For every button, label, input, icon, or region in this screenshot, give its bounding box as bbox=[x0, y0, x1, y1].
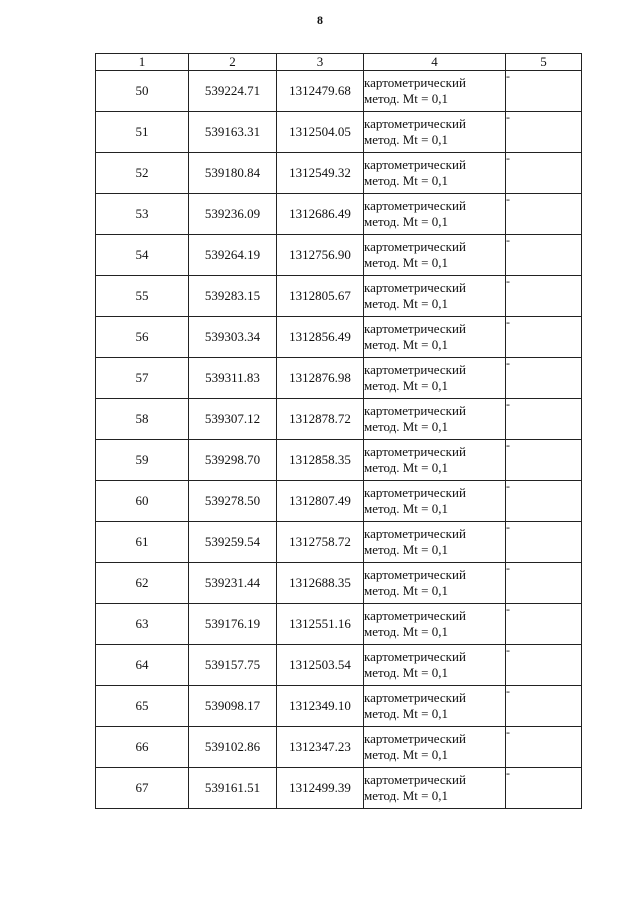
method-line-2: метод. Mt = 0,1 bbox=[364, 583, 448, 598]
point-number-cell: 57 bbox=[96, 358, 189, 399]
method-line-2: метод. Mt = 0,1 bbox=[364, 706, 448, 721]
method-line-1: картометрический bbox=[364, 567, 466, 582]
method-line-2: метод. Mt = 0,1 bbox=[364, 747, 448, 762]
table-row bbox=[96, 399, 582, 440]
column-header: 5 bbox=[506, 54, 582, 71]
y-coordinate-cell: 1312479.68 bbox=[277, 71, 364, 112]
method-line-2: метод. Mt = 0,1 bbox=[364, 214, 448, 229]
x-coordinate-cell: 539283.15 bbox=[189, 276, 277, 317]
method-line-1: картометрический bbox=[364, 75, 466, 90]
note-cell: - bbox=[506, 522, 582, 563]
table-row bbox=[96, 522, 582, 563]
y-coordinate-cell: 1312856.49 bbox=[277, 317, 364, 358]
table-row bbox=[96, 768, 582, 809]
method-cell bbox=[364, 686, 506, 727]
method-line-1: картометрический bbox=[364, 526, 466, 541]
method-line-1: картометрический bbox=[364, 608, 466, 623]
x-coordinate-cell: 539236.09 bbox=[189, 194, 277, 235]
method-line-2: метод. Mt = 0,1 bbox=[364, 378, 448, 393]
note-cell: - bbox=[506, 153, 582, 194]
note-cell: - bbox=[506, 358, 582, 399]
table-row bbox=[96, 645, 582, 686]
x-coordinate-cell: 539307.12 bbox=[189, 399, 277, 440]
point-number-cell: 59 bbox=[96, 440, 189, 481]
method-cell bbox=[364, 358, 506, 399]
x-coordinate-cell: 539180.84 bbox=[189, 153, 277, 194]
table-row bbox=[96, 194, 582, 235]
y-coordinate-cell: 1312758.72 bbox=[277, 522, 364, 563]
method-line-2: метод. Mt = 0,1 bbox=[364, 132, 448, 147]
method-line-2: метод. Mt = 0,1 bbox=[364, 91, 448, 106]
point-number-cell: 61 bbox=[96, 522, 189, 563]
method-line-2: метод. Mt = 0,1 bbox=[364, 173, 448, 188]
method-cell bbox=[364, 276, 506, 317]
y-coordinate-cell: 1312688.35 bbox=[277, 563, 364, 604]
x-coordinate-cell: 539102.86 bbox=[189, 727, 277, 768]
method-line-2: метод. Mt = 0,1 bbox=[364, 296, 448, 311]
table-row bbox=[96, 727, 582, 768]
method-line-1: картометрический bbox=[364, 485, 466, 500]
point-number-cell: 54 bbox=[96, 235, 189, 276]
x-coordinate-cell: 539311.83 bbox=[189, 358, 277, 399]
method-line-1: картометрический bbox=[364, 280, 466, 295]
y-coordinate-cell: 1312347.23 bbox=[277, 727, 364, 768]
x-coordinate-cell: 539098.17 bbox=[189, 686, 277, 727]
method-line-1: картометрический bbox=[364, 690, 466, 705]
method-cell bbox=[364, 71, 506, 112]
method-line-1: картометрический bbox=[364, 239, 466, 254]
y-coordinate-cell: 1312876.98 bbox=[277, 358, 364, 399]
coordinates-table bbox=[95, 53, 582, 809]
y-coordinate-cell: 1312549.32 bbox=[277, 153, 364, 194]
point-number-cell: 64 bbox=[96, 645, 189, 686]
method-line-1: картометрический bbox=[364, 403, 466, 418]
note-cell: - bbox=[506, 276, 582, 317]
method-line-2: метод. Mt = 0,1 bbox=[364, 665, 448, 680]
point-number-cell: 58 bbox=[96, 399, 189, 440]
method-cell bbox=[364, 645, 506, 686]
x-coordinate-cell: 539161.51 bbox=[189, 768, 277, 809]
y-coordinate-cell: 1312756.90 bbox=[277, 235, 364, 276]
x-coordinate-cell: 539176.19 bbox=[189, 604, 277, 645]
note-cell: - bbox=[506, 645, 582, 686]
note-cell: - bbox=[506, 440, 582, 481]
method-line-2: метод. Mt = 0,1 bbox=[364, 542, 448, 557]
method-cell bbox=[364, 112, 506, 153]
point-number-cell: 65 bbox=[96, 686, 189, 727]
table-row bbox=[96, 112, 582, 153]
note-cell: - bbox=[506, 686, 582, 727]
method-line-1: картометрический bbox=[364, 731, 466, 746]
x-coordinate-cell: 539224.71 bbox=[189, 71, 277, 112]
method-line-1: картометрический bbox=[364, 362, 466, 377]
y-coordinate-cell: 1312805.67 bbox=[277, 276, 364, 317]
method-line-2: метод. Mt = 0,1 bbox=[364, 788, 448, 803]
method-cell bbox=[364, 153, 506, 194]
method-line-1: картометрический bbox=[364, 444, 466, 459]
note-cell: - bbox=[506, 112, 582, 153]
method-cell bbox=[364, 194, 506, 235]
table-row bbox=[96, 71, 582, 112]
point-number-cell: 56 bbox=[96, 317, 189, 358]
table-row bbox=[96, 481, 582, 522]
note-cell: - bbox=[506, 235, 582, 276]
column-header: 3 bbox=[277, 54, 364, 71]
method-cell bbox=[364, 604, 506, 645]
x-coordinate-cell: 539259.54 bbox=[189, 522, 277, 563]
table-row bbox=[96, 686, 582, 727]
note-cell: - bbox=[506, 768, 582, 809]
y-coordinate-cell: 1312499.39 bbox=[277, 768, 364, 809]
y-coordinate-cell: 1312349.10 bbox=[277, 686, 364, 727]
note-cell: - bbox=[506, 481, 582, 522]
note-cell: - bbox=[506, 194, 582, 235]
table-body bbox=[96, 71, 582, 809]
point-number-cell: 60 bbox=[96, 481, 189, 522]
method-line-2: метод. Mt = 0,1 bbox=[364, 501, 448, 516]
method-line-2: метод. Mt = 0,1 bbox=[364, 419, 448, 434]
note-cell: - bbox=[506, 399, 582, 440]
y-coordinate-cell: 1312504.05 bbox=[277, 112, 364, 153]
method-line-2: метод. Mt = 0,1 bbox=[364, 624, 448, 639]
x-coordinate-cell: 539163.31 bbox=[189, 112, 277, 153]
method-line-2: метод. Mt = 0,1 bbox=[364, 255, 448, 270]
x-coordinate-cell: 539264.19 bbox=[189, 235, 277, 276]
method-line-1: картометрический bbox=[364, 116, 466, 131]
method-line-2: метод. Mt = 0,1 bbox=[364, 460, 448, 475]
point-number-cell: 50 bbox=[96, 71, 189, 112]
column-header: 4 bbox=[364, 54, 506, 71]
y-coordinate-cell: 1312686.49 bbox=[277, 194, 364, 235]
x-coordinate-cell: 539298.70 bbox=[189, 440, 277, 481]
table-row bbox=[96, 358, 582, 399]
page-number: 8 bbox=[317, 13, 323, 27]
y-coordinate-cell: 1312878.72 bbox=[277, 399, 364, 440]
note-cell: - bbox=[506, 71, 582, 112]
table-row bbox=[96, 317, 582, 358]
x-coordinate-cell: 539278.50 bbox=[189, 481, 277, 522]
method-cell bbox=[364, 317, 506, 358]
column-header: 2 bbox=[189, 54, 277, 71]
note-cell: - bbox=[506, 563, 582, 604]
table-row bbox=[96, 563, 582, 604]
table-header-row bbox=[96, 54, 582, 71]
method-line-2: метод. Mt = 0,1 bbox=[364, 337, 448, 352]
note-cell: - bbox=[506, 727, 582, 768]
method-cell bbox=[364, 481, 506, 522]
y-coordinate-cell: 1312858.35 bbox=[277, 440, 364, 481]
method-line-1: картометрический bbox=[364, 772, 466, 787]
point-number-cell: 62 bbox=[96, 563, 189, 604]
table-row bbox=[96, 153, 582, 194]
method-line-1: картометрический bbox=[364, 198, 466, 213]
x-coordinate-cell: 539303.34 bbox=[189, 317, 277, 358]
table-row bbox=[96, 604, 582, 645]
table-row bbox=[96, 235, 582, 276]
method-cell bbox=[364, 440, 506, 481]
point-number-cell: 53 bbox=[96, 194, 189, 235]
note-cell: - bbox=[506, 317, 582, 358]
y-coordinate-cell: 1312807.49 bbox=[277, 481, 364, 522]
method-line-1: картометрический bbox=[364, 157, 466, 172]
note-cell: - bbox=[506, 604, 582, 645]
y-coordinate-cell: 1312503.54 bbox=[277, 645, 364, 686]
method-line-1: картометрический bbox=[364, 649, 466, 664]
method-line-1: картометрический bbox=[364, 321, 466, 336]
point-number-cell: 52 bbox=[96, 153, 189, 194]
x-coordinate-cell: 539157.75 bbox=[189, 645, 277, 686]
method-cell bbox=[364, 522, 506, 563]
column-header: 1 bbox=[96, 54, 189, 71]
point-number-cell: 67 bbox=[96, 768, 189, 809]
x-coordinate-cell: 539231.44 bbox=[189, 563, 277, 604]
method-cell bbox=[364, 727, 506, 768]
table-row bbox=[96, 276, 582, 317]
point-number-cell: 55 bbox=[96, 276, 189, 317]
method-cell bbox=[364, 768, 506, 809]
point-number-cell: 51 bbox=[96, 112, 189, 153]
point-number-cell: 66 bbox=[96, 727, 189, 768]
method-cell bbox=[364, 399, 506, 440]
y-coordinate-cell: 1312551.16 bbox=[277, 604, 364, 645]
table-row bbox=[96, 440, 582, 481]
method-cell bbox=[364, 563, 506, 604]
point-number-cell: 63 bbox=[96, 604, 189, 645]
method-cell bbox=[364, 235, 506, 276]
